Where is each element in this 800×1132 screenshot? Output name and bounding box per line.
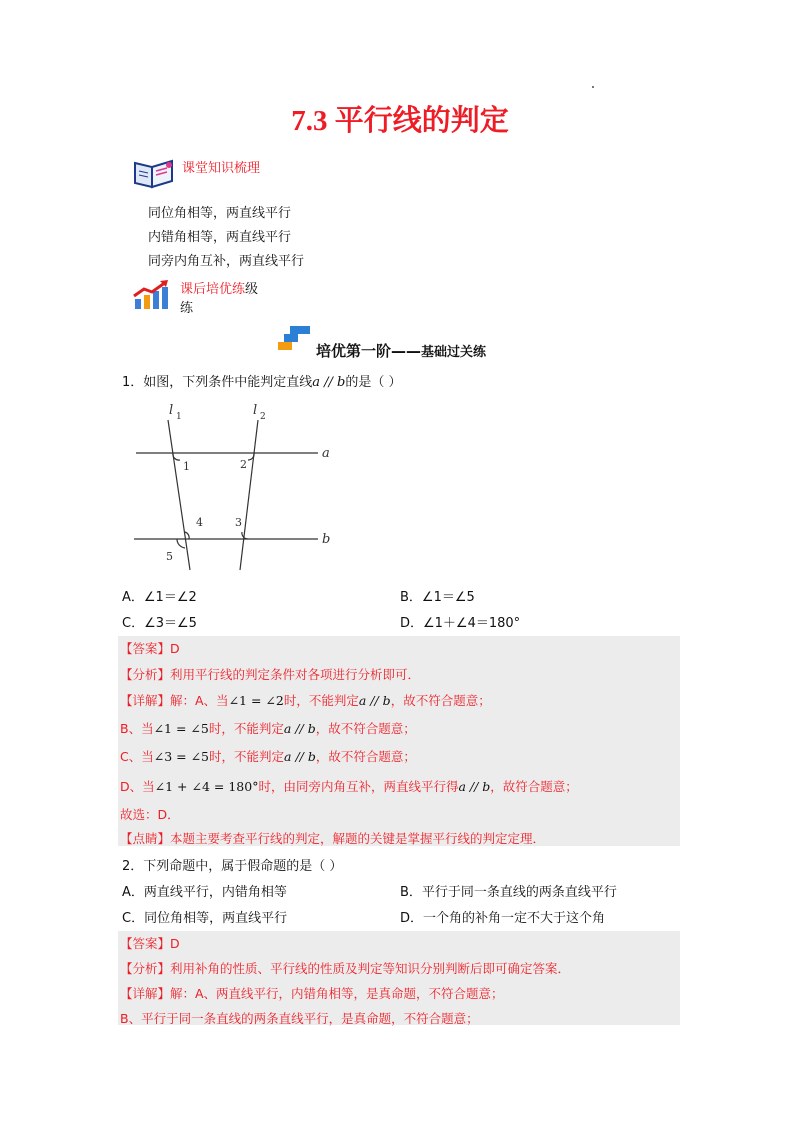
detail-math: a // b <box>358 693 391 708</box>
angle-label-2: 2 <box>240 458 247 471</box>
line-l2 <box>240 420 258 570</box>
detail-text: ，故符合题意； <box>490 779 578 794</box>
angle-label-3: 3 <box>235 516 242 529</box>
q1-detail-c <box>120 747 416 765</box>
q1-stem-post: 的是（ ） <box>345 375 402 390</box>
stage-title-main: 培优第一阶 <box>316 342 392 360</box>
angle-label-1: 1 <box>183 460 190 473</box>
knowledge-item: 内错角相等，两直线平行 <box>148 230 292 245</box>
q1-stem-pre: 1．如图，下列条件中能判定直线 <box>122 375 313 390</box>
q1-stem-math: a // b <box>312 375 346 390</box>
detail-math: a // b <box>458 779 491 794</box>
detail-text: ，故不符合题意； <box>315 721 416 736</box>
q1-option-d: D．∠1＋∠4＝180° <box>400 616 521 631</box>
detail-math: ∠3 = ∠5 <box>153 749 210 764</box>
detail-text: 时，不能判定 <box>283 693 359 708</box>
detail-text: 时，不能判定 <box>209 749 285 764</box>
detail-math: a // b <box>283 721 316 736</box>
angle-label-4: 4 <box>196 516 203 529</box>
label-l1-sub: 1 <box>176 412 182 422</box>
knowledge-item: 同位角相等，两直线平行 <box>148 206 292 221</box>
q1-option-b: B．∠1＝∠5 <box>400 590 475 605</box>
q1-option-c: C．∠3＝∠5 <box>122 616 197 631</box>
detail-text: ，故不符合题意； <box>315 749 416 764</box>
q1-option-a: A．∠1＝∠2 <box>122 590 197 605</box>
q1-figure <box>128 398 348 573</box>
detail-text: C、当 <box>120 749 154 764</box>
page-title: 7.3 平行线的判定 <box>291 105 509 137</box>
q1-comment: 【点睛】本题主要考查平行线的判定，解题的关键是掌握平行线的判定定理． <box>120 831 546 846</box>
q2-option-d: D．一个角的补角一定不大于这个角 <box>400 911 606 926</box>
q2-solution-box <box>118 931 680 1025</box>
label-l1: l <box>169 403 174 418</box>
q2-answer: 【答案】D <box>120 936 180 951</box>
q1-answer: 【答案】D <box>120 641 180 656</box>
q1-analysis: 【分析】利用平行线的判定条件对各项进行分析即可． <box>120 667 421 682</box>
q2-analysis: 【分析】利用补角的性质、平行线的性质及判定等知识分别判断后即可确定答案． <box>120 961 571 976</box>
stage-title-sub: 基础过关练 <box>421 345 487 360</box>
detail-text: 【详解】解：A、当 <box>120 693 229 708</box>
stairs-icon <box>276 324 312 352</box>
q1-detail-a <box>120 691 491 709</box>
knowledge-item: 同旁内角互补，两直线平行 <box>148 254 305 269</box>
practice-label-black: 级 <box>245 282 259 297</box>
book-icon <box>132 157 176 189</box>
q1-stem <box>122 371 402 390</box>
knowledge-section-label: 课堂知识梳理 <box>182 161 261 176</box>
page-dot <box>592 86 594 88</box>
q1-solution-box <box>118 636 680 846</box>
q2-option-a: A．两直线平行，内错角相等 <box>122 885 287 900</box>
label-l2-sub: 2 <box>260 412 266 422</box>
detail-text: 时，由同旁内角互补，两直线平行得 <box>258 779 459 794</box>
practice-label-red: 课后培优练 <box>180 282 246 297</box>
angle-arc-5 <box>177 539 185 548</box>
detail-text: D、当 <box>120 779 155 794</box>
angle-label-5: 5 <box>166 550 173 563</box>
q1-choose: 故选：D． <box>120 807 180 822</box>
detail-math: ∠1 + ∠4 = 180° <box>154 779 259 794</box>
detail-text: 时，不能判定 <box>208 721 284 736</box>
knowledge-list <box>148 202 304 274</box>
q1-detail-d <box>120 777 578 795</box>
label-a: a <box>322 446 330 461</box>
q2-stem: 2．下列命题中，属于假命题的是（ ） <box>122 859 343 874</box>
practice-label-wrap: 练 <box>180 301 194 316</box>
detail-math: ∠1 = ∠5 <box>153 721 209 736</box>
q2-option-b: B．平行于同一条直线的两条直线平行 <box>400 885 617 900</box>
line-l1 <box>168 420 190 570</box>
q2-detail-a: 【详解】解：A、两直线平行，内错角相等，是真命题，不符合题意； <box>120 986 504 1001</box>
stage-title <box>316 340 486 361</box>
q2-option-c: C．同位角相等，两直线平行 <box>122 911 288 926</box>
detail-math: ∠1 = ∠2 <box>228 693 284 708</box>
detail-math: a // b <box>284 749 316 764</box>
label-b: b <box>322 532 331 547</box>
detail-text: B、当 <box>120 721 154 736</box>
q1-detail-b <box>120 719 416 737</box>
stage-title-dash: —— <box>391 342 422 360</box>
growth-chart-icon <box>132 279 172 311</box>
q2-detail-b: B、平行于同一条直线的两条直线平行，是真命题，不符合题意； <box>120 1011 479 1026</box>
practice-section-label <box>180 278 258 297</box>
label-l2: l <box>253 403 258 418</box>
detail-text: ，故不符合题意； <box>390 693 491 708</box>
